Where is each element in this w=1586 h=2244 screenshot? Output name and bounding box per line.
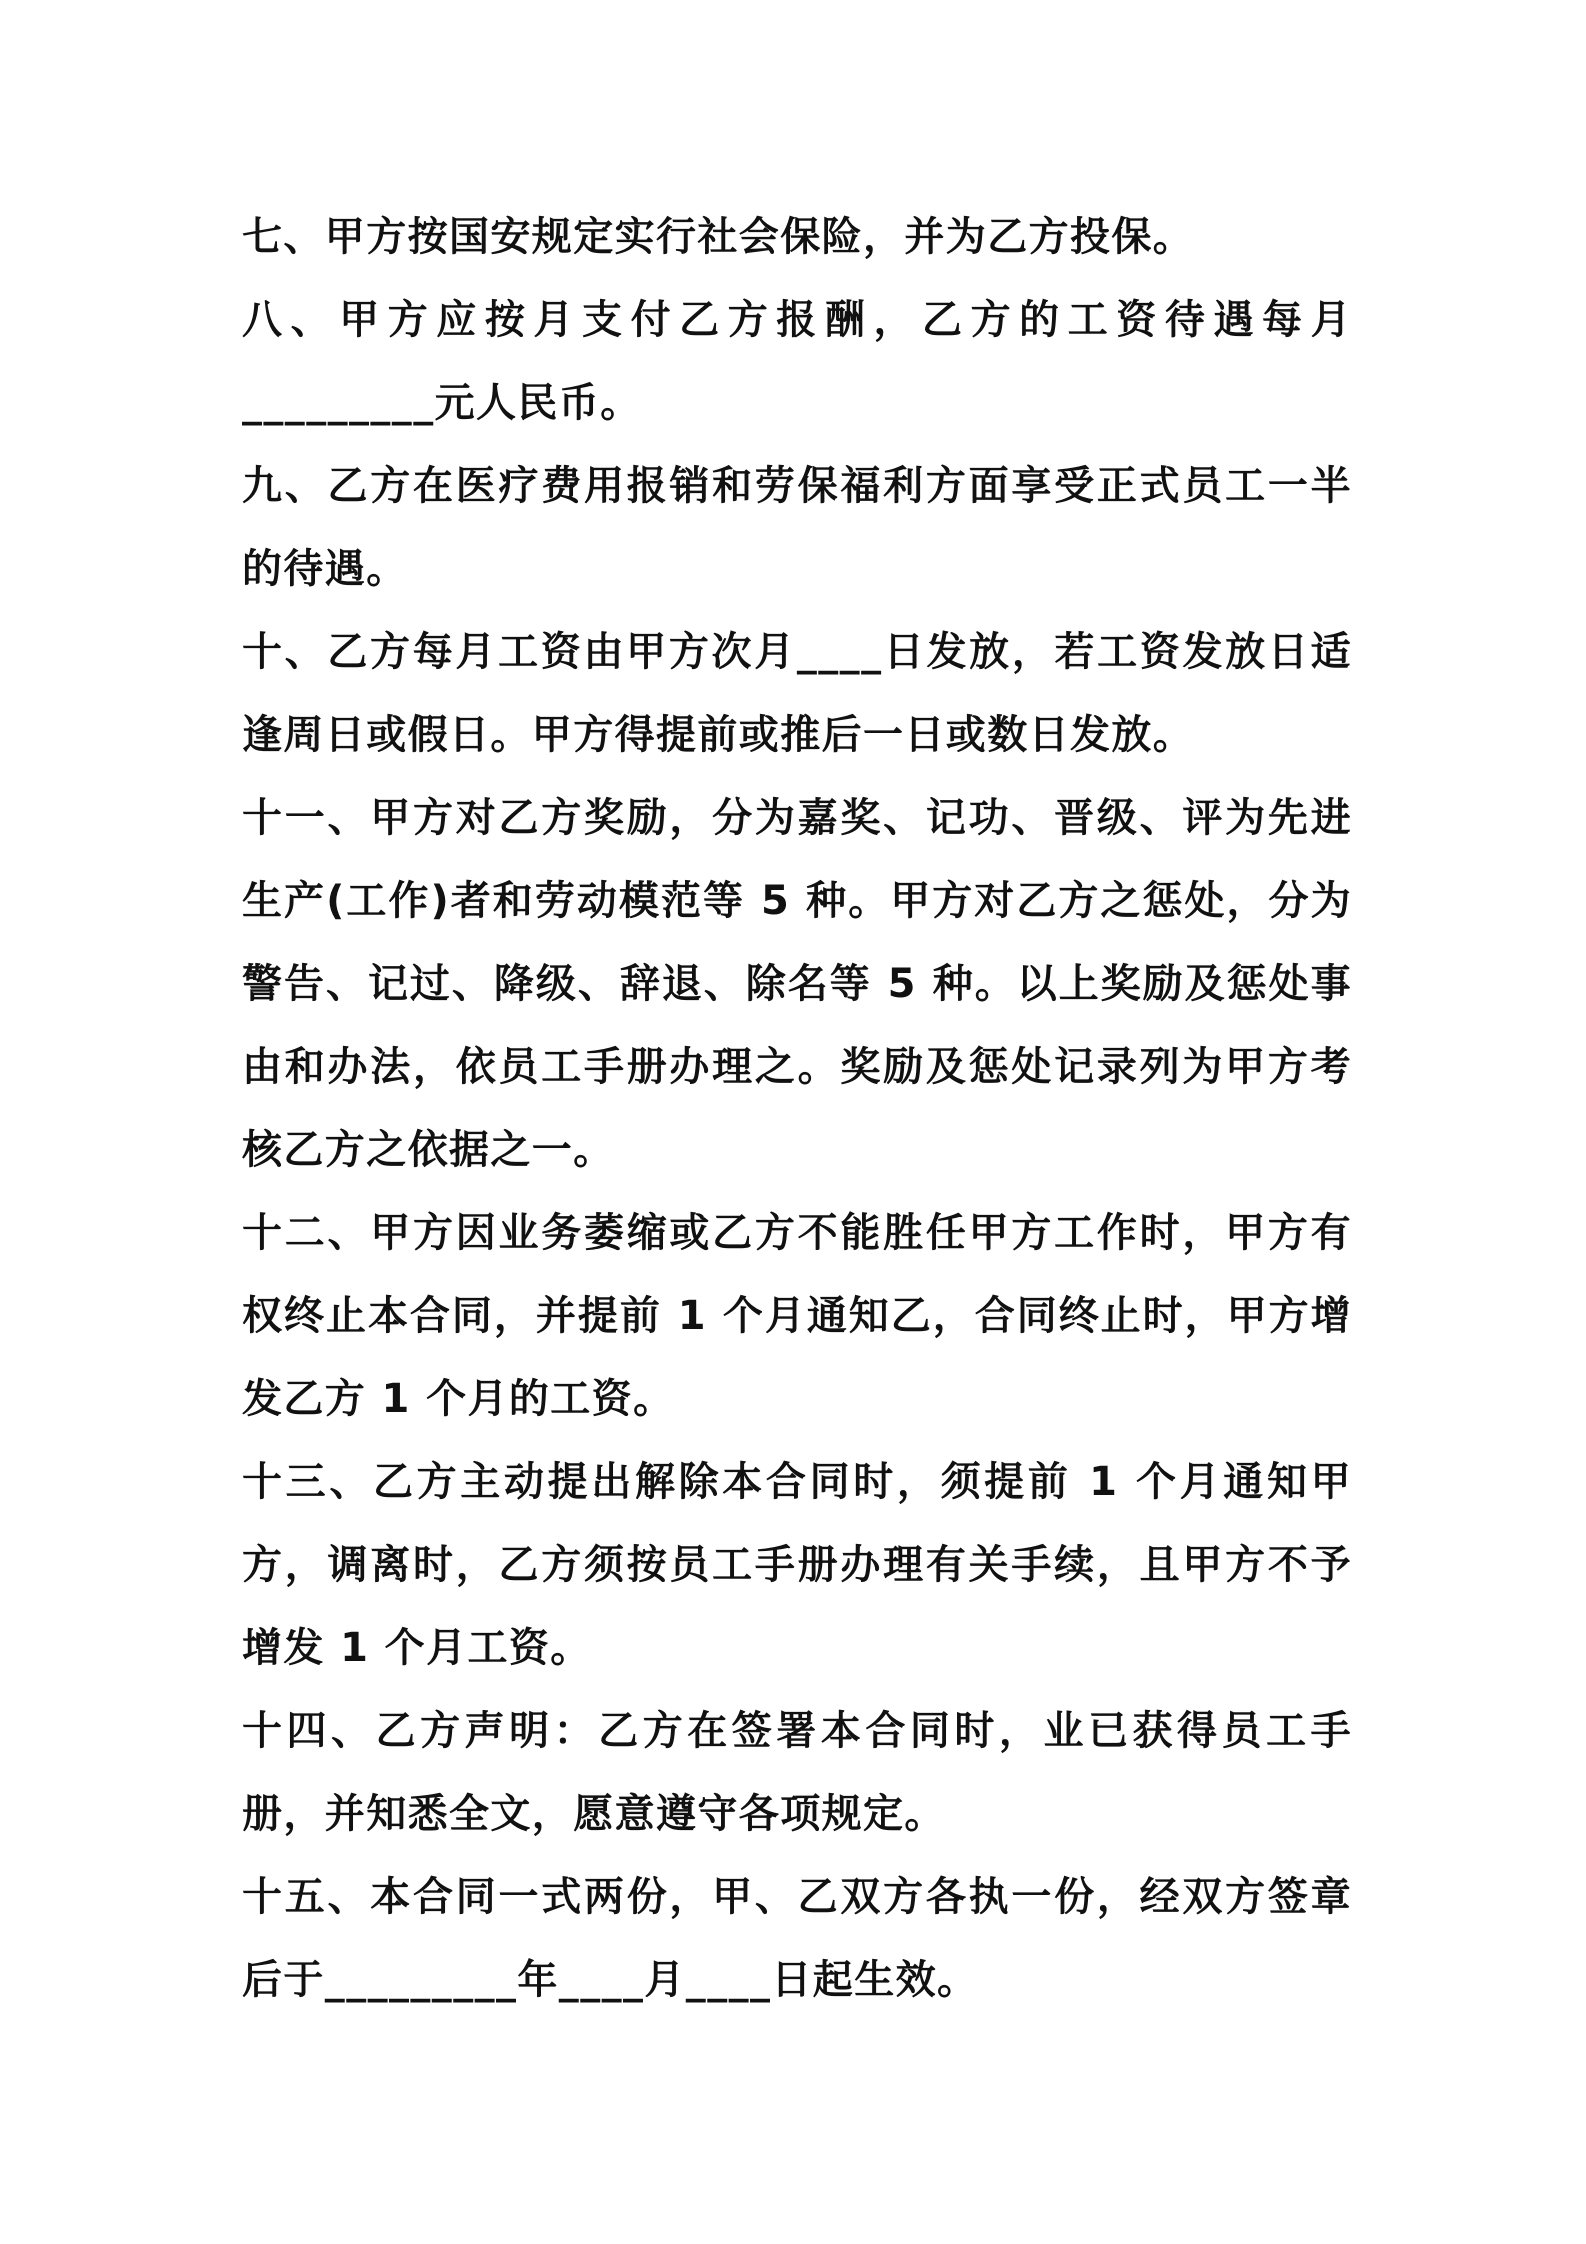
clause-8-salary-line-2: _________元人民币。: [242, 380, 642, 426]
clause-11-rewards-penalties: 十一、甲方对乙方奖励，分为嘉奖、记功、晋级、评为先进生产(工作)者和劳动模范等 5 种。甲方对乙方之惩处，分为警告、记过、降级、辞退、除名等 5 种。以上奖励及惩处事由和办法，依员工手册办理之。奖励及惩处记录列为甲方考核乙方之依据之一。: [242, 795, 1352, 1173]
contract-body: [242, 196, 1352, 2022]
clause-13-termination-by-employee: 十三、乙方主动提出解除本合同时，须提前 1 个月通知甲方，调离时，乙方须按员工手册办理有关手续，且甲方不予增发 1 个月工资。: [242, 1459, 1352, 1671]
clause-14-declaration: 十四、乙方声明：乙方在签署本合同时，业已获得员工手册，并知悉全文，愿意遵守各项规定。: [242, 1708, 1352, 1837]
clause-10-payday: 十、乙方每月工资由甲方次月____日发放，若工资发放日适逢周日或假日。甲方得提前或推后一日或数日发放。: [242, 629, 1352, 758]
clause-12-termination-by-employer: 十二、甲方因业务萎缩或乙方不能胜任甲方工作时，甲方有权终止本合同，并提前 1 个月通知乙，合同终止时，甲方增发乙方 1 个月的工资。: [242, 1210, 1352, 1422]
clause-9-benefits: 九、乙方在医疗费用报销和劳保福利方面享受正式员工一半的待遇。: [242, 463, 1352, 592]
clause-15-effective-date: 十五、本合同一式两份，甲、乙双方各执一份，经双方签章后于_________年____月____日起生效。: [242, 1874, 1352, 2003]
clause-8-salary-line-1: 八、甲方应按月支付乙方报酬，乙方的工资待遇每月: [242, 297, 1352, 343]
clause-7-social-insurance: 七、甲方按国安规定实行社会保险，并为乙方投保。: [242, 214, 1195, 260]
